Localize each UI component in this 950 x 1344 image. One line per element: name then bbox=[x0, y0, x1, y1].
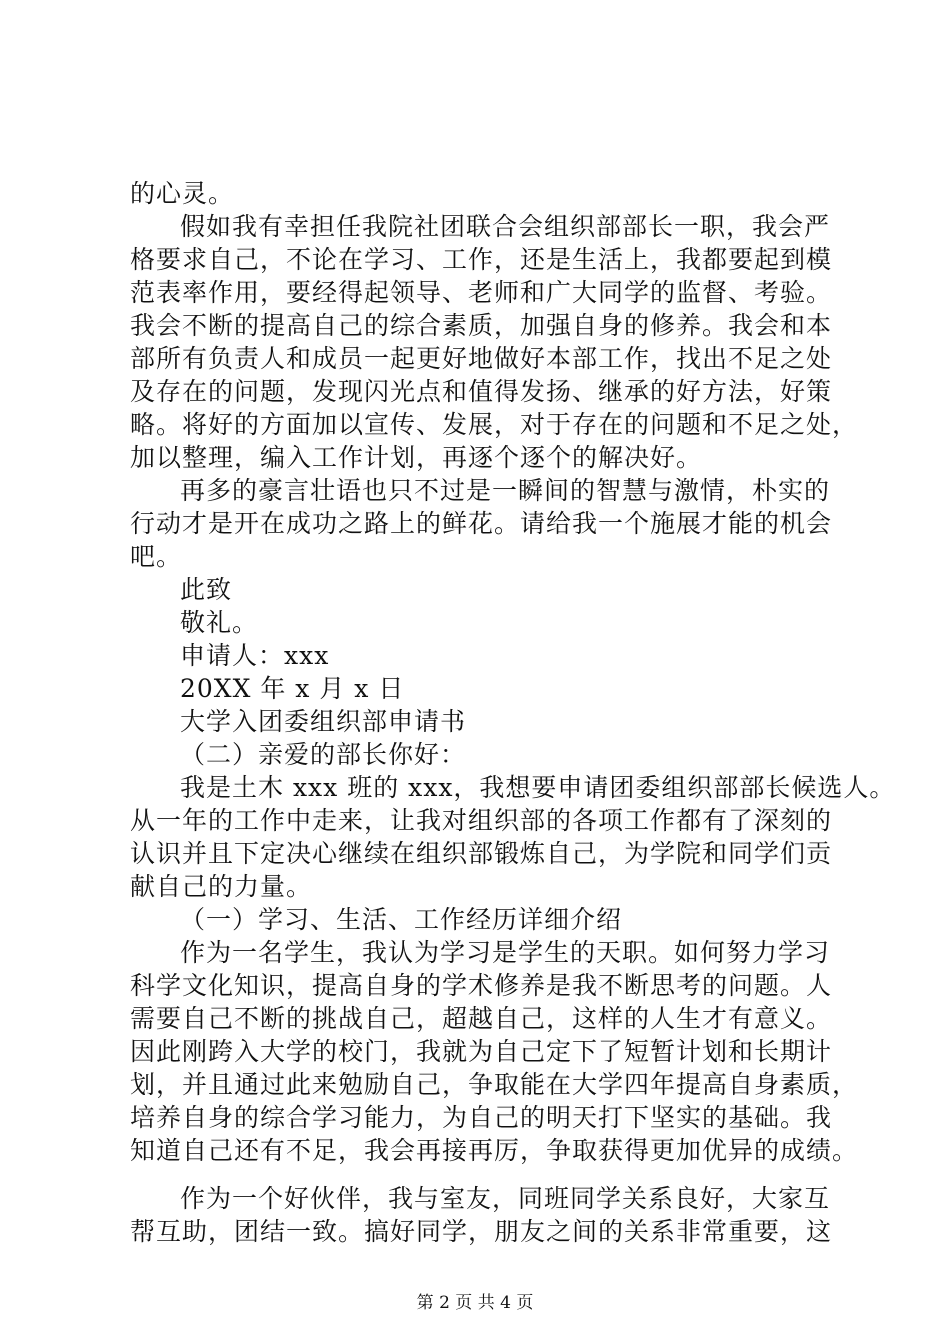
text-line: 的心灵。 bbox=[130, 179, 235, 208]
paragraph-line: 吧。 bbox=[130, 542, 183, 571]
paragraph-line: 作为一个好伙伴，我与室友，同班同学关系良好，大家互 bbox=[180, 1184, 831, 1213]
paragraph-line: 行动才是开在成功之路上的鲜花。请给我一个施展才能的机会 bbox=[130, 509, 833, 538]
paragraph-line: 假如我有幸担任我院社团联合会组织部部长一职，我会严 bbox=[180, 212, 831, 241]
section-title: 大学入团委组织部申请书 bbox=[180, 707, 467, 736]
paragraph-line: 我会不断的提高自己的综合素质，加强自身的修养。我会和本 bbox=[130, 311, 833, 340]
paragraph-line: 及存在的问题，发现闪光点和值得发扬、继承的好方法，好策 bbox=[130, 377, 833, 406]
paragraph-line: 划，并且通过此来勉励自己，争取能在大学四年提高自身素质， bbox=[130, 1070, 859, 1099]
paragraph-line: 知道自己还有不足，我会再接再厉，争取获得更加优异的成绩。 bbox=[130, 1136, 859, 1165]
paragraph-line: 略。将好的方面加以宣传、发展，对于存在的问题和不足之处， bbox=[130, 410, 859, 439]
paragraph-line: 再多的豪言壮语也只不过是一瞬间的智慧与激情，朴实的 bbox=[180, 476, 831, 505]
subsection-heading: （一）学习、生活、工作经历详细介绍 bbox=[180, 905, 623, 934]
paragraph-line: 加以整理，编入工作计划，再逐个逐个的解决好。 bbox=[130, 443, 703, 472]
paragraph-line: 作为一名学生，我认为学习是学生的天职。如何努力学习 bbox=[180, 938, 831, 967]
paragraph-line: 培养自身的综合学习能力，为自己的明天打下坚实的基础。我 bbox=[130, 1103, 833, 1132]
paragraph-line: 从一年的工作中走来，让我对组织部的各项工作都有了深刻的 bbox=[130, 806, 833, 835]
paragraph-line: 认识并且下定决心继续在组织部锻炼自己，为学院和同学们贡 bbox=[130, 839, 833, 868]
paragraph-line: 范表率作用，要经得起领导、老师和广大同学的监督、考验。 bbox=[130, 278, 833, 307]
closing-line: 此致 bbox=[180, 575, 233, 604]
paragraph-line: 格要求自己，不论在学习、工作，还是生活上，我都要起到模 bbox=[130, 245, 833, 274]
greeting-line: （二）亲爱的部长你好： bbox=[180, 740, 467, 769]
paragraph-line: 部所有负责人和成员一起更好地做好本部工作，找出不足之处 bbox=[130, 344, 833, 373]
applicant-name: 申请人：xxx bbox=[180, 641, 330, 670]
paragraph-line: 科学文化知识，提高自身的学术修养是我不断思考的问题。人 bbox=[130, 971, 833, 1000]
closing-salute: 敬礼。 bbox=[180, 608, 259, 637]
paragraph-line: 献自己的力量。 bbox=[130, 872, 313, 901]
page-number-footer: 第 2 页 共 4 页 bbox=[416, 1293, 534, 1313]
paragraph-line: 需要自己不断的挑战自己，超越自己，这样的人生才有意义。 bbox=[130, 1004, 833, 1033]
date-line: 20XX 年 x 月 x 日 bbox=[180, 674, 405, 703]
paragraph-line: 帮互助，团结一致。搞好同学，朋友之间的关系非常重要，这 bbox=[130, 1217, 833, 1246]
paragraph-line: 因此刚跨入大学的校门，我就为自己定下了短暂计划和长期计 bbox=[130, 1037, 833, 1066]
paragraph-line: 我是土木 xxx 班的 xxx，我想要申请团委组织部部长候选人。 bbox=[180, 773, 896, 802]
